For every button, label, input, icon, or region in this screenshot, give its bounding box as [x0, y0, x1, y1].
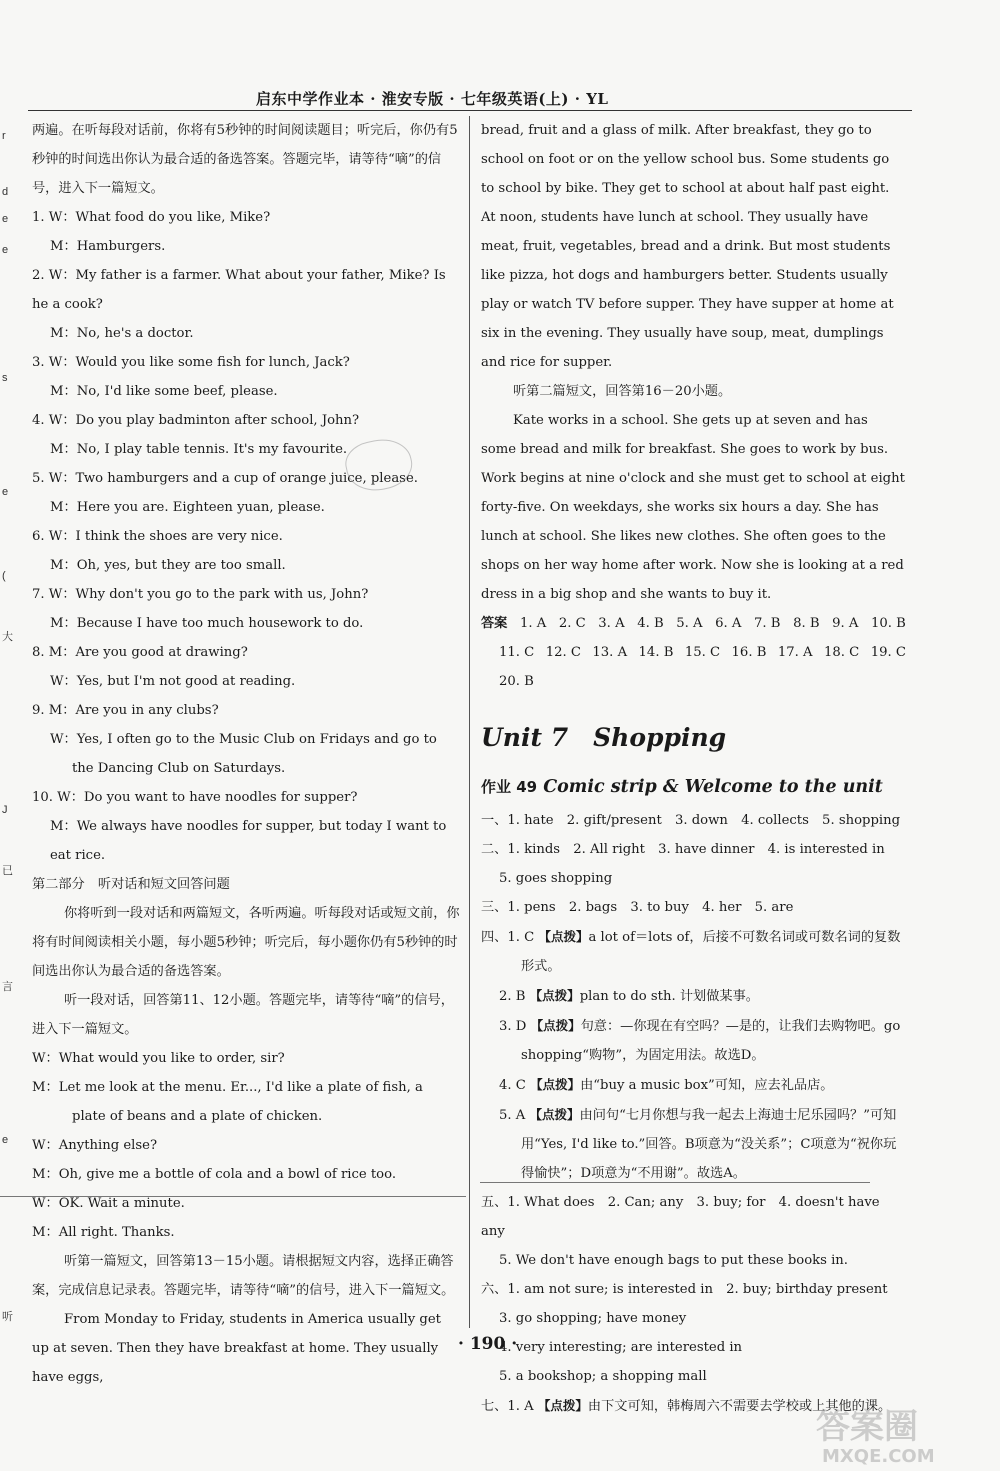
explain-num: 七、1. A [481, 1399, 534, 1414]
dialogue-a: M：Here you are. Eighteen yuan, please. [50, 500, 325, 515]
dialogue-q: 3. W：Would you like some fish for lunch, Jack? [32, 355, 350, 370]
tip-label: 【点拨】 [538, 929, 589, 944]
answer-section-2: 二、1. kinds 2. All right 3. have dinner 4. is interested in [481, 842, 885, 857]
homework-label: 作业 49 [481, 778, 538, 796]
dialogue-q: 5. W：Two hamburgers and a cup of orange juice, please. [32, 471, 418, 486]
explain-num: 3. D [499, 1019, 527, 1034]
dialogue-q: 8. M：Are you good at drawing? [32, 645, 248, 660]
answer-item: 6. A [715, 616, 742, 631]
answer-section-5: 五、1. What does 2. Can; any 3. buy; for 4. doesn't have any [481, 1195, 880, 1239]
homework-name: Comic strip & Welcome to the unit [543, 777, 883, 797]
listening-intro: 两遍。在听每段对话前，你将有5秒钟的时间阅读题目；听完后，你仍有5秒钟的时间选出你认为最合适的备选答案。答题完毕，请等待“嘀”的信号，进入下一篇短文。 [32, 123, 458, 196]
svg-text:MXQE.COM: MXQE.COM [822, 1446, 935, 1467]
answer-section-6d: 5. a bookshop; a shopping mall [499, 1369, 707, 1384]
left-column [32, 116, 460, 1392]
edge-mark: e [2, 1134, 9, 1146]
answer-item: 9. A [832, 616, 859, 631]
answer-item: 1. A [519, 616, 547, 631]
answer-item: 7. B [754, 616, 781, 631]
dialogue-a: M：No, he's a doctor. [50, 326, 194, 341]
tip-label: 【点拨】 [530, 1077, 581, 1092]
answer-section-3: 三、1. pens 2. bags 3. to buy 4. her 5. are [481, 900, 794, 915]
dialogue-q: 10. W：Do you want to have noodles for supper? [32, 790, 358, 805]
passage1-text-cont: bread, fruit and a glass of milk. After breakfast, they go to school on foot or on the yellow school bus. Some students go to school by bike. They get to school at about half past eight. At noon, students have lunch at school. They usually have meat, fruit, vegetables, bread and a drink. But most students like pizza, hot dogs and hamburgers better. Students usually play or watch TV before supper. They have supper at home at six in the evening. They usually have soup, meat, dumplings and rice for supper. [481, 123, 894, 370]
passage1-intro: 听第一篇短文，回答第13－15小题。请根据短文内容，选择正确答案，完成信息记录表。答题完毕，请等待“嘀”的信号，进入下一篇短文。 [32, 1254, 455, 1298]
answer-item: 4. B [637, 616, 664, 631]
dialogue-a: M：Hamburgers. [50, 239, 166, 254]
scan-line [0, 1196, 466, 1197]
explain-text: 由下文可知，韩梅周六不需要去学校或上其他的课。 [587, 1399, 892, 1414]
dialogue-q: 6. W：I think the shoes are very nice. [32, 529, 283, 544]
dialogue-q: 7. W：Why don't you go to the park with us, John? [32, 587, 369, 602]
edge-mark: ( [2, 570, 6, 582]
tip-label: 【点拨】 [537, 1398, 588, 1413]
edge-mark: J [2, 804, 8, 816]
explain-num: 2. B [499, 989, 526, 1004]
passage2-intro: 听第二篇短文，回答第16－20小题。 [513, 384, 732, 399]
dialogue-q: 4. W：Do you play badminton after school, John? [32, 413, 360, 428]
passage1-text: From Monday to Friday, students in America usually get up at seven. Then they have breakfast at home. They usually have eggs, [32, 1312, 441, 1385]
answer-item: 19. C [870, 645, 906, 660]
dialogue2-line: M：All right. Thanks. [32, 1225, 175, 1240]
answer-item: 20. B [499, 674, 534, 689]
dialogue-a: W：Yes, I often go to the Music Club on Fridays and go to the Dancing Club on Saturdays. [50, 732, 437, 776]
answer-item: 15. C [684, 645, 721, 660]
answer-item: 2. C [558, 616, 586, 631]
dialogue-a: M：No, I'd like some beef, please. [50, 384, 278, 399]
answer-item: 16. B [731, 645, 767, 660]
answer-item: 11. C [499, 645, 535, 660]
answer-section-6: 六、1. am not sure; is interested in 2. buy; birthday present [481, 1282, 888, 1297]
dialogue2-line: W：What would you like to order, sir? [32, 1051, 285, 1066]
running-header: 启东中学作业本 · 淮安专版 · 七年级英语(上) · YL [256, 90, 609, 108]
tip-label: 【点拨】 [529, 1107, 580, 1122]
explain-item [481, 981, 906, 1011]
binding-edge-marks [0, 0, 14, 1471]
answer-item: 14. B [638, 645, 674, 660]
edge-mark: e [2, 213, 9, 225]
part2-title: 第二部分 听对话和短文回答问题 [32, 877, 230, 892]
explain-item [481, 1011, 906, 1070]
column-divider [469, 116, 470, 1328]
answer-section-6c: 4. very interesting; are interested in [499, 1340, 743, 1355]
edge-mark: 听 [2, 1311, 13, 1323]
dialogue-q: 2. W：My father is a farmer. What about your father, Mike? Is he a cook? [32, 268, 446, 312]
answer-item: 8. B [793, 616, 820, 631]
answer-section-5b: 5. We don't have enough bags to put these books in. [499, 1253, 848, 1268]
dialogue-a: M：No, I play table tennis. It's my favourite. [50, 442, 348, 457]
explain-num: 5. A [499, 1108, 526, 1123]
homework-title [481, 772, 906, 802]
dialogue2-line: M：Let me look at the menu. Er..., I'd like a plate of fish, a plate of beans and a plate of chicken. [32, 1080, 423, 1124]
dialogue2-intro: 听一段对话，回答第11、12小题。答题完毕，请等待“嘀”的信号，进入下一篇短文。 [32, 993, 454, 1037]
explain-item [481, 1070, 906, 1100]
unit-title: Unit 7 Shopping [481, 723, 727, 752]
explain-text: 由问句“七月你想与我一起去上海迪士尼乐园吗？”可知用“Yes, I'd like to.”回答。B项意为“没关系”；C项意为“祝你玩得愉快”；D项意为“不用谢”。故选A。 [521, 1108, 897, 1181]
answer-row [481, 638, 906, 667]
explain-item [481, 922, 906, 981]
answer-label: 答案 [481, 616, 508, 631]
dialogue-a: M：Because I have too much housework to do. [50, 616, 364, 631]
answer-item: 3. A [598, 616, 625, 631]
dialogue-q: 1. W：What food do you like, Mike? [32, 210, 271, 225]
header-rule [28, 110, 912, 111]
edge-mark: r [2, 130, 6, 142]
explain-text: 由“buy a music box”可知，应去礼品店。 [580, 1078, 834, 1093]
edge-mark: e [2, 244, 9, 256]
dialogue-a: M：We always have noodles for supper, but today I want to eat rice. [50, 819, 447, 863]
dialogue2-line: W：OK. Wait a minute. [32, 1196, 185, 1211]
answer-item: 17. A [777, 645, 813, 660]
tip-label: 【点拨】 [529, 988, 580, 1003]
answer-section-2b: 5. goes shopping [499, 871, 613, 886]
answer-section-1: 一、1. hate 2. gift/present 3. down 4. collects 5. shopping [481, 813, 901, 828]
right-column [481, 116, 906, 1421]
edge-mark: e [2, 486, 9, 498]
edge-mark: s [2, 372, 8, 384]
tip-label: 【点拨】 [530, 1018, 581, 1033]
dialogue-a: M：Oh, yes, but they are too small. [50, 558, 286, 573]
answer-item: 5. A [676, 616, 703, 631]
part2-intro: 你将听到一段对话和两篇短文，各听两遍。听每段对话或短文前，你将有时间阅读相关小题，每小题5秒钟；听完后，每小题你仍有5秒钟的时间选出你认为最合适的备选答案。 [32, 906, 460, 979]
answer-row [481, 609, 906, 638]
passage2-text: Kate works in a school. She gets up at seven and has some bread and milk for breakfast. She goes to work by bus. Work begins at nine o'clock and she must get to school at eight forty-five. On weekdays, she works six hours a day. She has lunch at school. She likes new clothes. She often goes to the shops on her way home after work. Now she is looking at a red dress in a big shop and she wants to buy it. [481, 413, 905, 602]
scan-line [480, 1182, 870, 1183]
edge-mark: 大 [2, 631, 13, 643]
answer-item: 13. A [592, 645, 628, 660]
edge-mark: 已 [2, 865, 13, 877]
edge-mark: d [2, 186, 9, 198]
answer-item: 12. C [545, 645, 581, 660]
dialogue2-line: W：Anything else? [32, 1138, 158, 1153]
explain-num: 4. C [499, 1078, 526, 1093]
watermark-logo [812, 1398, 987, 1468]
explain-text: plan to do sth. 计划做某事。 [579, 989, 759, 1004]
edge-mark: 言 [2, 981, 13, 993]
page-number: · 190 · [458, 1334, 518, 1354]
dialogue-a: W：Yes, but I'm not good at reading. [50, 674, 296, 689]
explain-text: a lot of＝lots of，后接不可数名词或可数名词的复数形式。 [521, 930, 901, 974]
answer-item: 10. B [871, 616, 906, 631]
dialogue-q: 9. M：Are you in any clubs? [32, 703, 219, 718]
answer-item: 18. C [823, 645, 860, 660]
explain-text: 句意：—你现在有空吗？—是的，让我们去购物吧。go shopping“购物”，为固定用法。故选D。 [521, 1019, 901, 1063]
svg-text:答案圈: 答案圈 [816, 1407, 918, 1447]
explain-item [481, 1100, 906, 1188]
dialogue2-line: M：Oh, give me a bottle of cola and a bowl of rice too. [32, 1167, 397, 1182]
explain-num: 四、1. C [481, 930, 535, 945]
answer-section-6b: 3. go shopping; have money [499, 1311, 687, 1326]
